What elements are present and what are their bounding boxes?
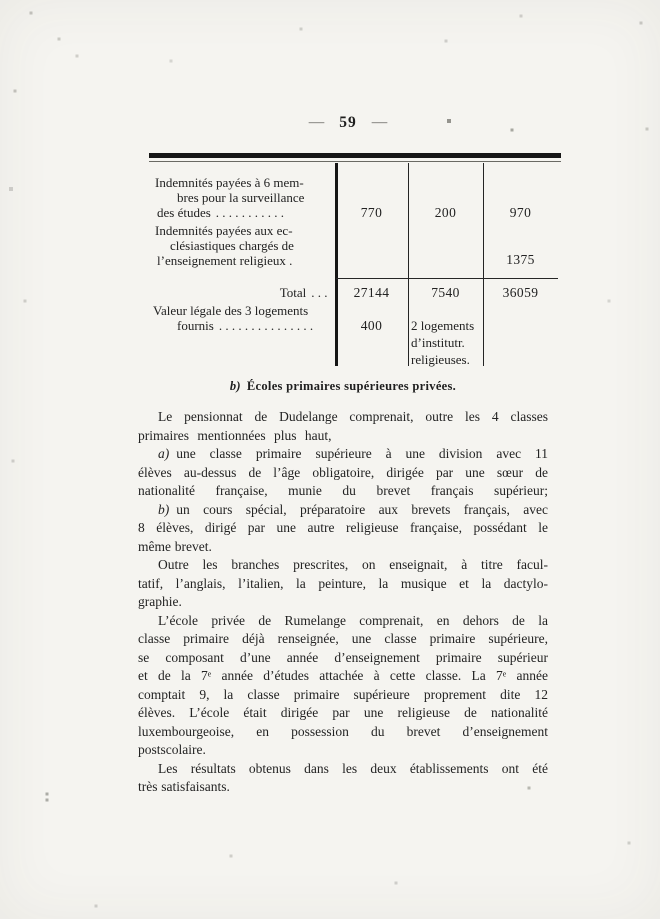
paragraph-pensionnat [138,408,548,445]
header-right-dash: — [371,115,388,130]
table-label-text: des études [157,205,211,220]
table-value: 200 [434,205,457,220]
table-label-line: bres pour la surveillance [177,190,305,205]
paragraph-item-a [138,445,548,501]
table-divider-main [335,163,338,366]
table-total-value: 7540 [431,285,460,300]
text-line: élèves. L’école était dirigée par une religieuse de nationalité [138,705,548,720]
table-value: 970 [509,205,532,220]
table-note-line: religieuses. [411,352,470,367]
text-line: Outre les branches prescrites, on enseignait, à titre facul- [158,557,548,572]
text-line: et de la 7ᵉ année d’études attachée à cette classe. La 7ᵉ année [138,668,548,683]
table-label-line: l’enseignement religieux . [157,253,293,268]
table-value: 1375 [506,252,535,267]
table-label-line: clésiastiques chargés de [170,238,294,253]
total-text: Total [279,285,307,300]
table-note-line: 2 logements [411,318,475,333]
section-heading-marker: b) [229,379,241,393]
table-total-value: 27144 [353,285,390,300]
text-line: même brevet. [138,538,212,554]
text-line: graphie. [138,594,182,609]
table-total-value: 36059 [502,285,539,300]
total-separator-rule [336,278,558,279]
dot-leader: . . . [311,285,328,300]
text-line: tatif, l’anglais, l’italien, la peinture, la musique et la dactylo- [138,575,548,591]
text-line: primaires mentionnées plus haut, [138,427,332,443]
page-header [138,114,558,132]
text-line: 8 élèves, dirigé par une autre religieuse française, possédant le [138,520,548,535]
table-top-rule-thin [149,161,561,162]
text-line: Le pensionnat de Dudelange comprenait, outre les 4 classes [158,409,548,424]
body-text [138,408,548,797]
table-label-line: Indemnités payées à 6 mem- [155,175,304,190]
text-line: luxembourgeoise, en possession du brevet d’enseignement [138,723,548,739]
text-line: Les résultats obtenus dans les deux établissements ont été [158,760,548,776]
text-line: b) un cours spécial, préparatoire aux brevets français, avec [158,501,548,517]
paragraph-marker: a) [158,446,170,461]
text-line: L’école privée de Rumelange comprenait, en dehors de la [158,612,548,628]
text-line: classe primaire déjà renseignée, une classe primaire supérieure, [138,631,548,646]
text-line: postscolaire. [138,742,206,757]
text-line: élèves au-dessus de l’âge obligatoire, dirigée par une sœur de [138,464,548,480]
paragraph-item-b [138,501,548,557]
header-left-dash: — [308,115,325,130]
scan-noise-specks [0,0,2,2]
text-line: se composant d’une année d’enseignement primaire supérieur [138,649,548,665]
text-line: a) une classe primaire supérieure à une division avec 11 [158,446,548,461]
text-line: nationalité française, munie du brevet français supérieur; [138,483,548,498]
table-label-text: fournis [177,318,214,333]
section-heading [138,379,548,394]
paragraph-branches [138,556,548,612]
page-number: 59 [339,114,357,131]
section-heading-text: Écoles primaires supérieures privées. [246,379,457,393]
text-line: très satisfaisants. [138,779,230,794]
dot-leader: . . . . . . . . . . . . . . . [218,318,314,333]
paragraph-resultats [138,760,548,797]
paragraph-marker: b) [158,501,170,517]
table-label-line [177,319,314,333]
dot-leader: . . . . . . . . . . . [215,205,285,220]
table-note-line: d’institutr. [411,335,465,350]
text-line: comptait 9, la classe primaire supérieure proprement dite 12 [138,686,548,702]
table-label-line: Valeur légale des 3 logements [153,303,309,318]
table-label-line: Indemnités payées aux ec- [155,223,293,238]
table-top-rule-thick [149,153,561,158]
table-value: 770 [360,205,383,220]
table-divider-col1-col2 [408,163,409,366]
indemnities-table [152,150,558,367]
table-total-label [152,286,328,300]
paragraph-rumelange [138,612,548,760]
table-value: 400 [360,318,383,333]
table-label-line [157,206,285,220]
